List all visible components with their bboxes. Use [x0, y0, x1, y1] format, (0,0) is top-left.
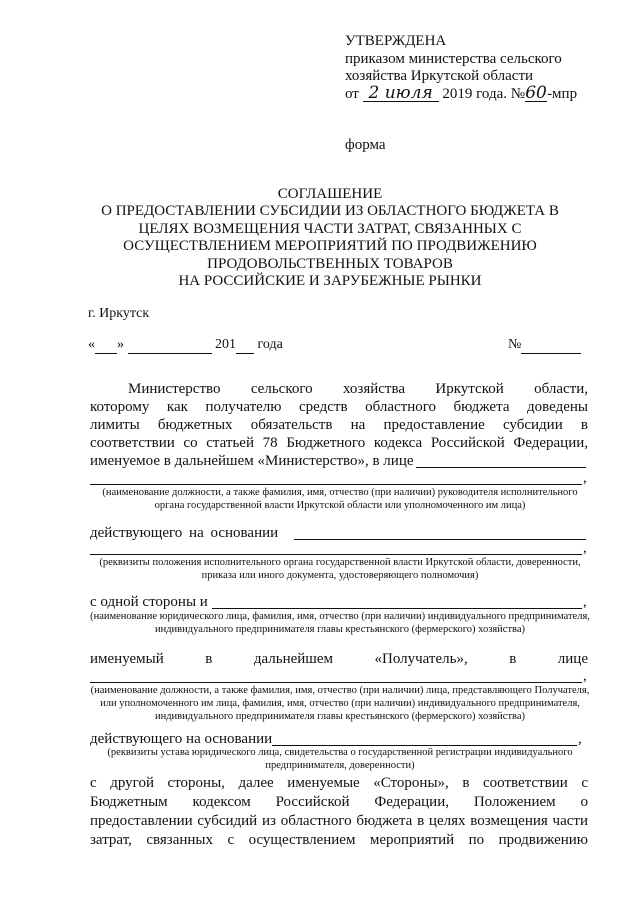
named-recipient-line: именуемый в дальнейшем «Получатель», в лице [90, 651, 588, 667]
quote-close: » [117, 337, 124, 352]
para1-line-2: которому как получателю средств областного бюджета доведены [90, 399, 588, 415]
para1-line-1: Министерство сельского хозяйства Иркутской области, [128, 381, 588, 397]
form-label: форма [345, 137, 386, 153]
caption-charter: (реквизиты устава юридического лица, свидетельства о государственной регистрации индивидуального предпринимателя, доверенности) [107, 747, 573, 771]
document-title [60, 185, 600, 291]
agreement-date-line [88, 337, 283, 354]
approval-line-1: приказом министерства сельского [345, 51, 562, 67]
year-suffix: года [257, 337, 283, 352]
approval-date-line [345, 83, 578, 103]
caption-recipient: (наименование юридического лица, фамилия, имя, отчество (при наличии) индивидуального предпринимателя, индивидуального предпринимателя главы крестьянского (фермерского) хозяйства) [90, 611, 590, 635]
approval-year: 2019 года. № [442, 86, 526, 102]
day-blank [95, 337, 117, 354]
quote-open: « [88, 337, 95, 352]
year-blank [236, 337, 254, 354]
date-prefix: от [345, 86, 359, 102]
acting-basis-1 [90, 525, 278, 542]
closing-line-1: с другой стороны, далее именуемые «Стороны», в соответствии с [90, 775, 588, 791]
number-suffix: -мпр [547, 86, 578, 102]
acting-basis-2: действующего на основании [90, 731, 273, 747]
recipient-name-blank [212, 608, 582, 609]
para1-line-3: лимиты бюджетных обязательств на предоставление субсидии в [90, 417, 588, 433]
handwritten-date: 2 июля [363, 86, 439, 102]
comma-3: , [583, 594, 587, 610]
representative-blank-1 [416, 467, 586, 468]
recipient-rep-blank [90, 682, 582, 683]
title-line-3: ЦЕЛЯХ ВОЗМЕЩЕНИЯ ЧАСТИ ЗАТРАТ, СВЯЗАННЫХ С [138, 220, 522, 237]
approval-line-2: хозяйства Иркутской области [345, 68, 534, 84]
title-line-2: О ПРЕДОСТАВЛЕНИИ СУБСИДИИ ИЗ ОБЛАСТНОГО БЮДЖЕТА В [101, 203, 559, 219]
closing-line-3: предоставлении субсидий из областного бюджета в целях возмещения части [90, 813, 588, 829]
para1-line-5: именуемое в дальнейшем «Министерство», в лице [90, 453, 414, 469]
basis-blank-2 [90, 554, 582, 555]
comma-4: , [583, 668, 587, 684]
comma-2: , [583, 540, 587, 556]
comma-1: , [583, 470, 587, 486]
comma-5: , [578, 731, 582, 747]
title-line-4: ОСУЩЕСТВЛЕНИЕМ МЕРОПРИЯТИЙ ПО ПРОДВИЖЕНИЮ [123, 238, 537, 254]
number-blank [521, 337, 581, 354]
basis-blank-1 [294, 539, 586, 540]
representative-blank-2 [90, 484, 582, 485]
para1-line-4: соответствии со статьей 78 Бюджетного кодекса Российской Федерации, [90, 435, 588, 451]
caption-authority: (реквизиты положения исполнительного органа государственной власти Иркутской области, доверенности, приказа или иного документа, удостоверяющего полномочия) [99, 557, 581, 581]
year-prefix: 201 [215, 337, 236, 352]
title-line-5: ПРОДОВОЛЬСТВЕННЫХ ТОВАРОВ [207, 255, 453, 272]
number-sign: № [508, 337, 522, 352]
closing-line-2: Бюджетным кодексом Российской Федерации, Положением о [90, 794, 588, 810]
acting-basis-1-text: действующего на основании [90, 525, 279, 541]
agreement-number [508, 337, 581, 354]
title-line-6: НА РОССИЙСКИЕ И ЗАРУБЕЖНЫЕ РЫНКИ [178, 273, 482, 289]
handwritten-number: 60 [525, 83, 547, 103]
city: г. Иркутск [88, 306, 150, 321]
closing-line-4: затрат, связанных с осуществлением мероприятий по продвижению [90, 832, 588, 848]
title-line-1: СОГЛАШЕНИЕ [277, 186, 383, 202]
month-blank [128, 337, 212, 354]
caption-recipient-rep: (наименование должности, а также фамилия, имя, отчество (при наличии) лица, представляющего Получателя, или уполномоченного им лица, фамилия, имя, отчество (при наличии) индивидуального предпринимателя, индивидуального предпринимателя главы крестьянского (фермерского) хозяйства) [90, 685, 590, 722]
approval-title: УТВЕРЖДЕНА [345, 33, 447, 49]
caption-representative: (наименование должности, а также фамилия, имя, отчество (при наличии) руководителя исполнительного органа государственной власти Иркутской области или уполномоченного им лица) [102, 487, 578, 511]
one-side: с одной стороны и [90, 594, 208, 610]
